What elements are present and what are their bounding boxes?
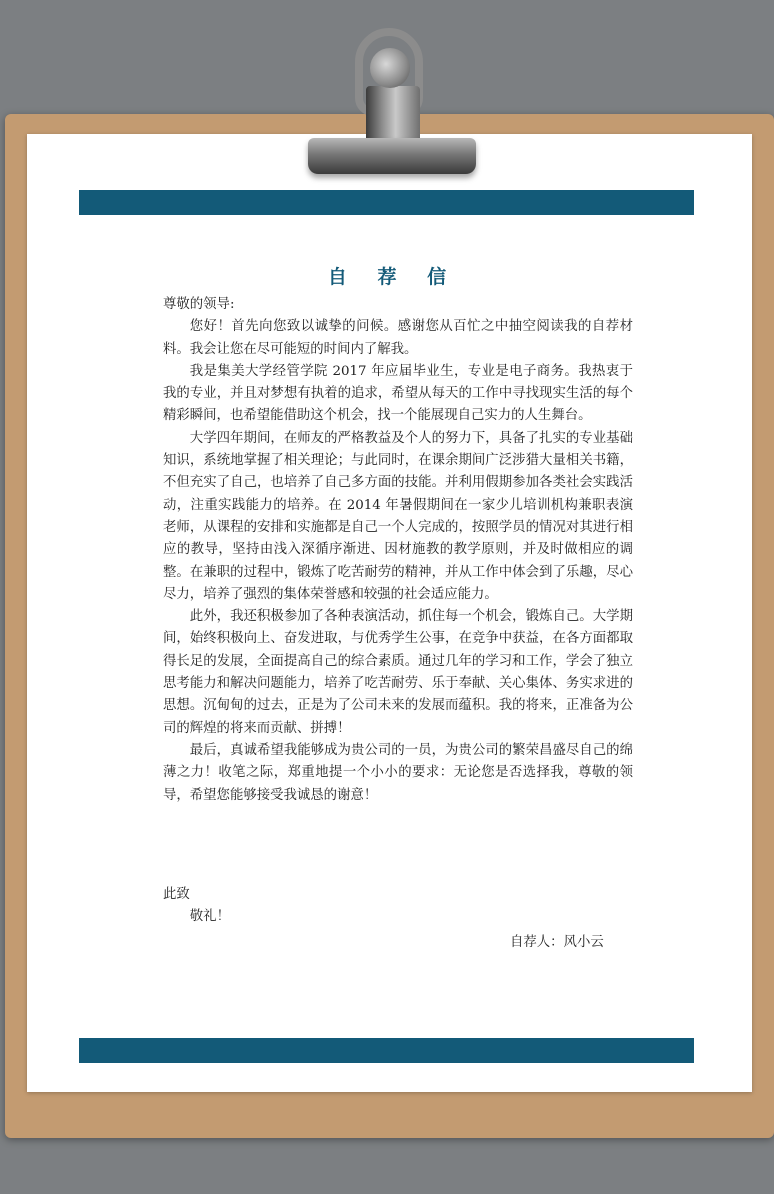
letter-body [163,294,633,807]
binder-clip-knob [370,48,410,88]
letter-paragraph: 大学四年期间，在师友的严格教益及个人的努力下，具备了扎实的专业基础知识，系统地掌握了相关理论；与此同时，在课余期间广泛涉猎大量相关书籍，不但充实了自己，也培养了自己多方面的技能。并利用假期参加各类社会实践活动，注重实践能力的培养。在 2014 年暑假期间在一家少儿培训机构兼职表演老师，从课程的安排和实施都是自己一个人完成的，按照学员的情况对其进行相应的教导，坚持由浅入深循序渐进、因材施教的教学原则，并及时做相应的调整。在兼职的过程中，锻炼了吃苦耐劳的精神，并从工作中体会到了乐趣，尽心尽力，培养了强烈的集体荣誉感和较强的社会适应能力。 [163,430,633,602]
letter-closing [163,884,633,929]
letter-paragraph: 您好！首先向您致以诚挚的问候。感谢您从百忙之中抽空阅读我的自荐材料。我会让您在尽可能短的时间内了解我。 [163,319,633,357]
letter-title: 自 荐 信 [327,266,459,288]
letter-paragraph: 最后，真诚希望我能够成为贵公司的一员，为贵公司的繁荣昌盛尽自己的绵薄之力！收笔之际，郑重地提一个小小的要求：无论您是否选择我，尊敬的领导，希望您能够接受我诚恳的谢意！ [163,742,633,803]
closing-line: 此致 [163,887,190,902]
letter-paragraph: 我是集美大学经管学院 2017 年应届毕业生，专业是电子商务。我热衷于我的专业，并且对梦想有执着的追求，希望从每天的工作中寻找现实生活的每个精彩瞬间，也希望能借助这个机会，找一个能展现自己实力的人生舞台。 [163,363,633,424]
letter-salutation: 尊敬的领导: [163,297,235,312]
closing-regards: 敬礼！ [189,909,230,925]
footer-bar [79,1038,694,1063]
binder-clip-plate [366,86,420,142]
header-bar [79,190,694,215]
letter-signature: 自荐人：风小云 [510,935,604,950]
binder-clip-base [308,138,476,174]
letter-paragraph: 此外，我还积极参加了各种表演活动，抓住每一个机会，锻炼自己。大学期间，始终积极向上、奋发进取，与优秀学生公事，在竞争中获益，在各方面都取得长足的发展，全面提高自己的综合素质。通过几年的学习和工作，学会了独立思考能力和解决问题能力，培养了吃苦耐劳、乐于奉献、关心集体、务实求进的思想。沉甸甸的过去，正是为了公司未来的发展而蕴积。我的将来，正准备为公司的辉煌的将来而贡献、拼搏！ [163,609,633,736]
